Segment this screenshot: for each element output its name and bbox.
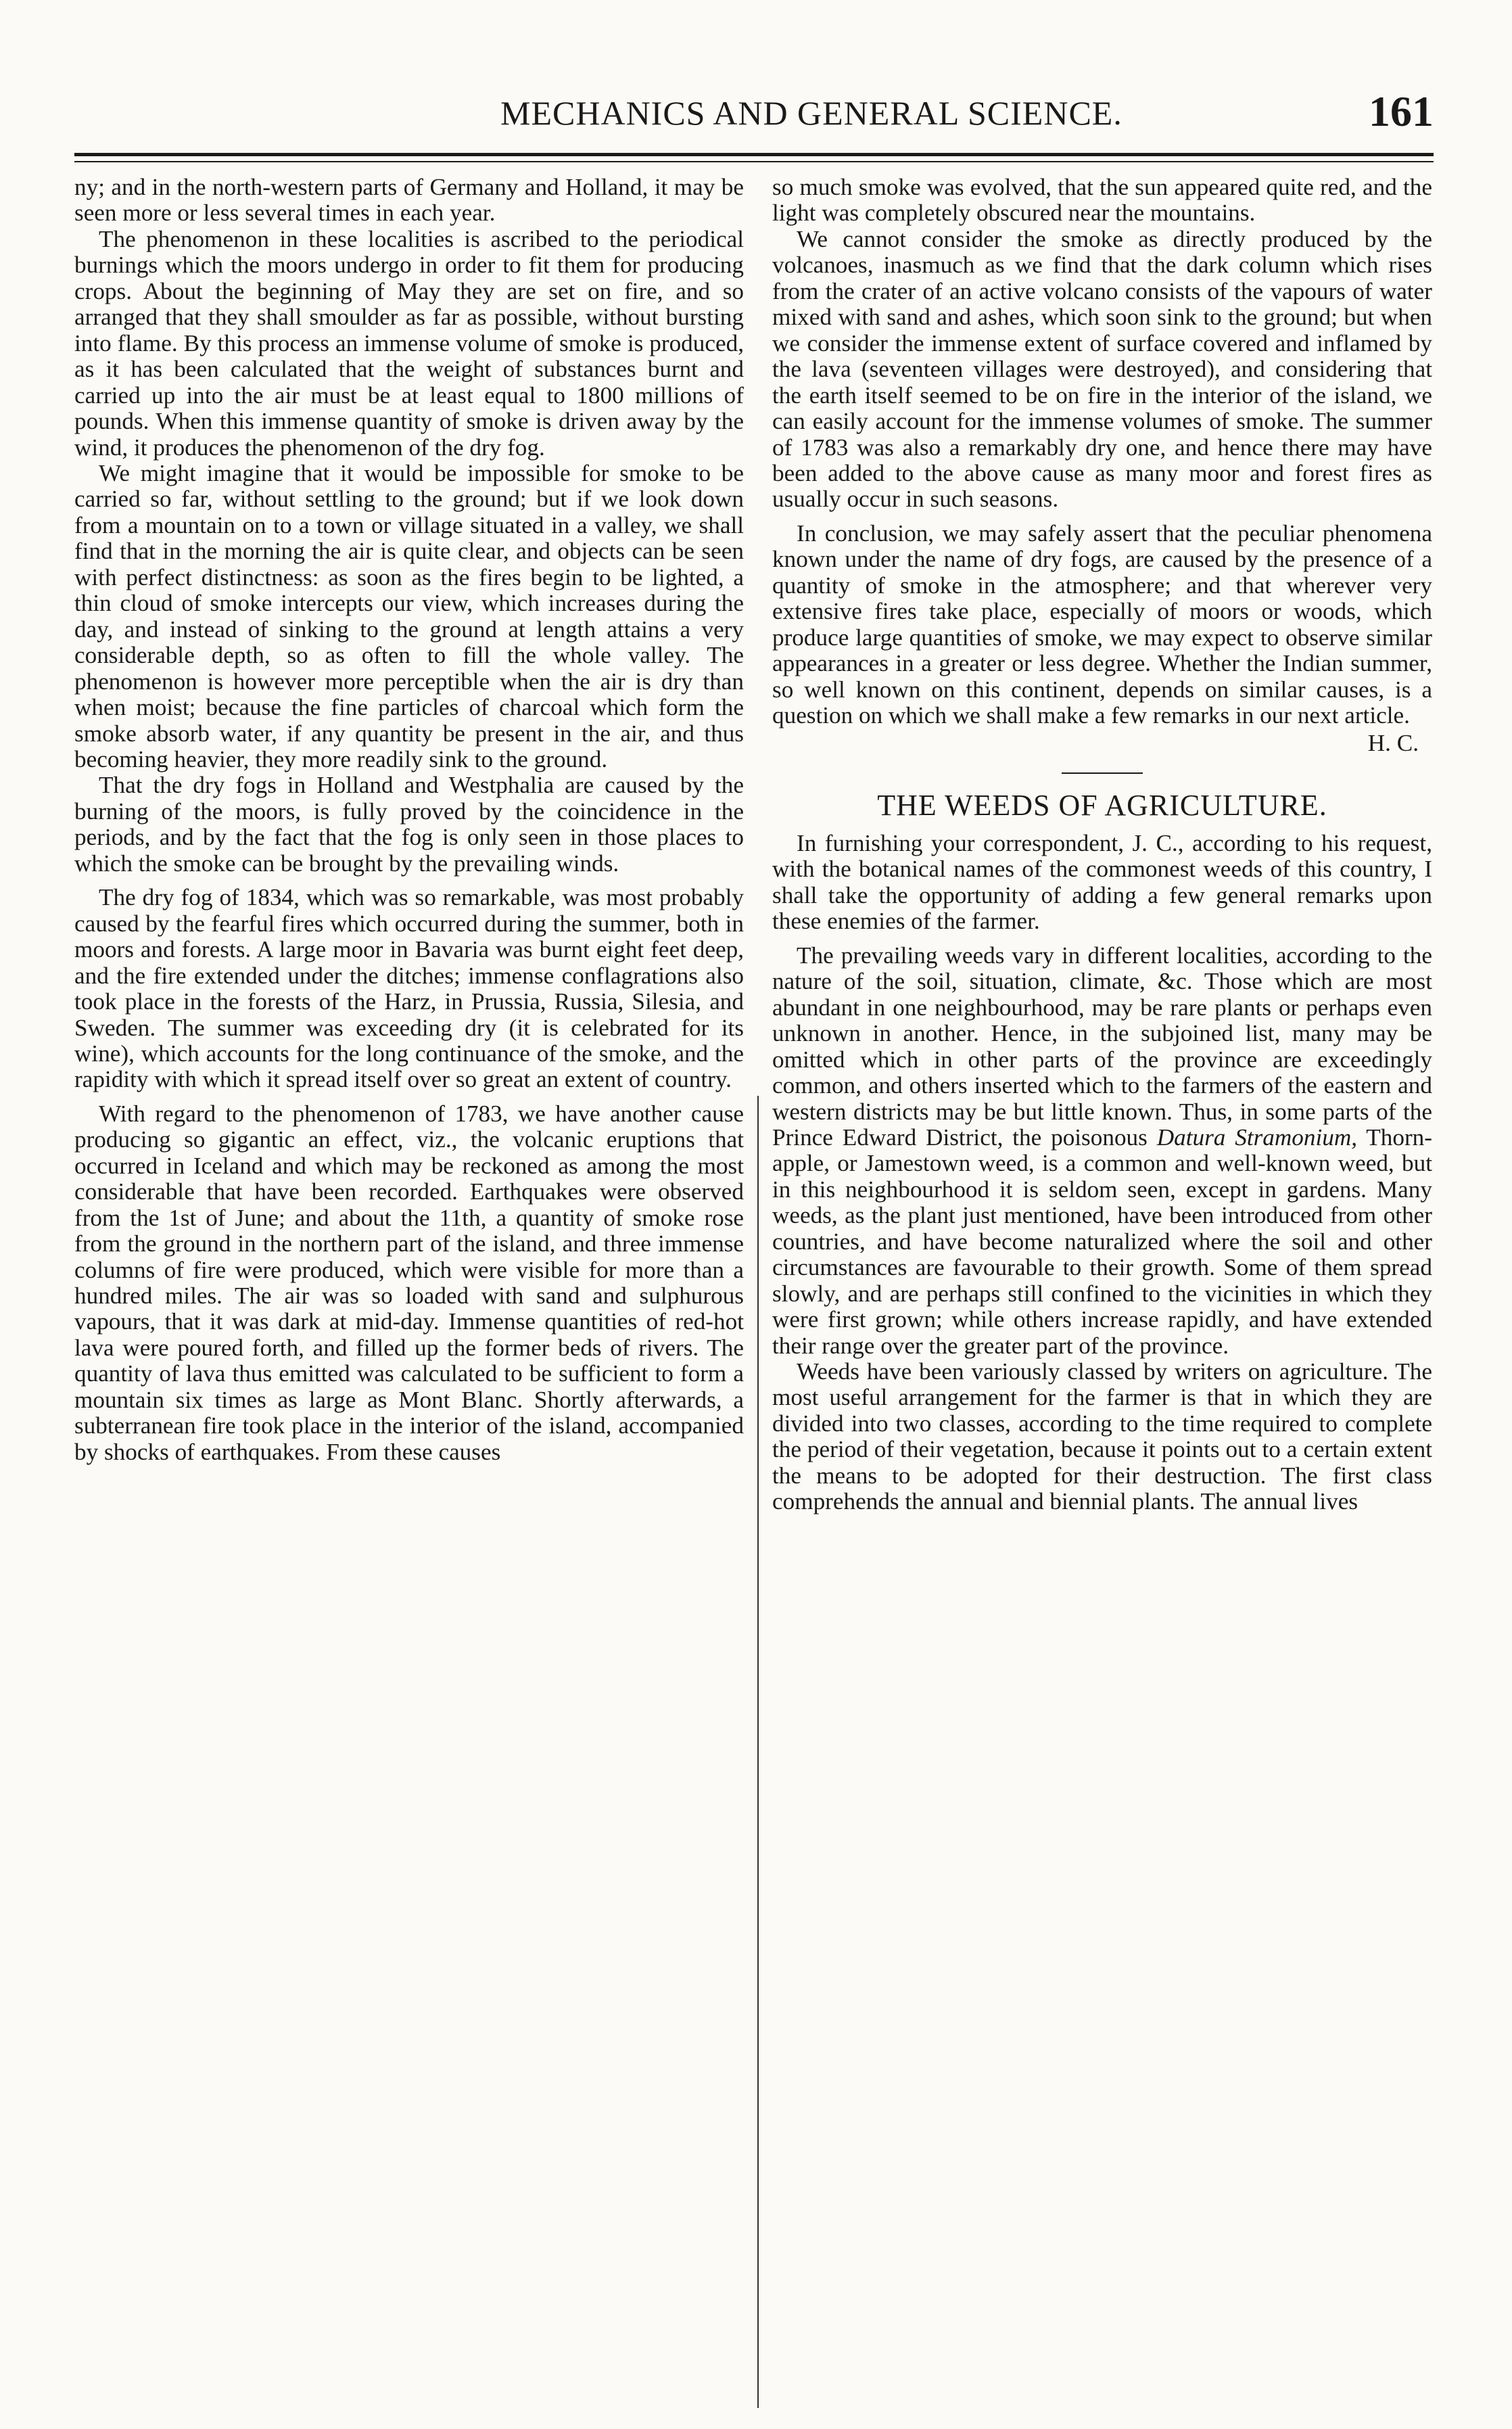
botanical-name: Datura Stramonium, [1156,1124,1358,1151]
running-head: MECHANICS AND GENERAL SCIENCE. [500,94,1123,132]
section-heading: THE WEEDS OF AGRICULTURE. [877,788,1327,822]
column-divider [757,1096,759,2408]
paragraph: We cannot consider the smoke as directly produced by the volcanoes, inasmuch as we find that the dark column which rises from the crater of an active volcano consists of the vapours of water mixed with sand and ashes, which soon sink to the ground; but when we consider the immense extent of surface covered and inflamed by the lava (seventeen villages were destroyed), and considering that the earth itself seemed to be on fire in the interior of the island, we can easily account for the immense volumes of smoke. The summer of 1783 was also a remarkably dry one, and hence there may have been added to the above cause as many moor and forest fires as usually occur in such seasons. [772,225,1432,513]
page-header [68,87,1434,141]
paragraph-text: The prevailing weeds vary in different localities, according to the nature of the soil, situation, climate, &c. Those which are most abundant in one neighbourhood, may be rare plants or perhaps even unknown in another. Hence, in the subjoined list, many may be omitted which in other parts of the province are exceedingly common, and others inserted which to the farmers of the eastern and western districts may be but little known. Thus, in some parts of the Prince Edward District, the poisonous [772,942,1432,1151]
section-separator-rule [1062,772,1143,774]
paragraph: With regard to the phenomenon of 1783, we have another cause producing so gigantic an effect, viz., the volcanic eruptions that occurred in Iceland and which may be reckoned as among the most considerable that have been recorded. Earthquakes were observed from the 1st of June; and about the 11th, a quantity of smoke rose from the ground in the northern part of the island, and three immense columns of fire were produced, which were visible for more than a hundred miles. The air was so loaded with sand and sulphurous vapours, that it was dark at mid-day. Immense quantities of red-hot lava were poured forth, and filled up the former beds of rivers. The quantity of lava thus emitted was calculated to be sufficient to form a mountain six times as large as Mont Blanc. Shortly afterwards, a subterranean fire took place in the interior of the island, accompanied by shocks of earthquakes. From these causes [74,1100,744,1465]
paragraph: In furnishing your correspondent, J. C., according to his request, with the botanical names of the commonest weeds of this country, I shall take the opportunity of adding a few general remarks upon these enemies of the farmer. [772,829,1432,935]
paragraph: That the dry fogs in Holland and Westphalia are caused by the burning of the moors, is fully proved by the coincidence in the periods, and by the fact that the fog is only seen in those places to which the smoke can be brought by the prevailing winds. [74,772,744,877]
page-number: 161 [1369,87,1434,135]
paragraph: so much smoke was evolved, that the sun appeared quite red, and the light was completely obscured near the mountains. [772,175,1432,227]
paragraph [772,943,1432,1359]
paragraph: The dry fog of 1834, which was so remarkable, was most probably caused by the fearful fires which occurred during the summer, both in moors and forests. A large moor in Bavaria was burnt eight feet deep, and the fire extended under the ditches; immense conflagrations also took place in the forests of the Harz, in Prussia, Russia, Silesia, and Sweden. The summer was exceeding dry (it is celebrated for its wine), which accounts for the long continuance of the smoke, and the rapidity with which it spread itself over so great an extent of country. [74,884,744,1093]
header-rule-thick [74,153,1434,156]
right-column [772,175,1432,2407]
paragraph: Weeds have been variously classed by writers on agriculture. The most useful arrangement for the farmer is that in which they are divided into two classes, according to the time required to complete the period of their vegetation, because it points out to a certain extent the means to be adopted for their destruction. The first class comprehends the annual and biennial plants. The annual lives [772,1358,1432,1515]
paragraph: We might imagine that it would be impossible for smoke to be carried so far, without settling to the ground; but if we look down from a mountain on to a town or village situated in a valley, we shall find that in the morning the air is quite clear, and objects can be seen with perfect distinctness: as soon as the fires begin to be lighted, a thin cloud of smoke intercepts our view, which increases during the day, and instead of sinking to the ground at length attains a very considerable depth, so as often to fill the whole valley. The phenomenon is however more perceptible when the air is dry than when moist; because the fine particles of charcoal which form the smoke absorb water, if any quantity be present in the air, and thus becoming heavier, they more readily sink to the ground. [74,459,744,772]
paragraph: In conclusion, we may safely assert that the peculiar phenomena known under the name of dry fogs, are caused by the presence of a quantity of smoke in the atmosphere; and that wherever very extensive fires take place, especially of moors or woods, which produce large quantities of smoke, we may expect to observe similar appearances in a greater or less degree. Whether the Indian summer, so well known on this continent, depends on similar causes, is a question on which we shall make a few remarks in our next article. [772,519,1432,729]
paragraph: ny; and in the north-western parts of Germany and Holland, it may be seen more or less several times in each year. [74,175,744,227]
left-column [74,175,744,2407]
author-signature: H. C. [1367,729,1419,756]
header-rule-thin [74,161,1434,162]
paragraph-text: Thorn-apple, or Jamestown weed, is a common and well-known weed, but in this neighbourhood it is seldom seen, except in gardens. Many weeds, as the plant just mentioned, have been introduced from other countries, and have become naturalized where the soil and other circumstances are favourable to their growth. Some of them spread slowly, and are perhaps still confined to the vicinities in which they were first grown; while others increase rapidly, and have extended their range over the greater part of the province. [772,1124,1432,1359]
paragraph: The phenomenon in these localities is ascribed to the periodical burnings which the moors undergo in order to fit them for producing crops. About the beginning of May they are set on fire, and so arranged that they shall smoulder as far as possible, without bursting into flame. By this process an immense volume of smoke is produced, as it has been calculated that the weight of substances burnt and carried up into the air must be at least equal to 1800 millions of pounds. When this immense quantity of smoke is driven away by the wind, it produces the phenomenon of the dry fog. [74,225,744,461]
